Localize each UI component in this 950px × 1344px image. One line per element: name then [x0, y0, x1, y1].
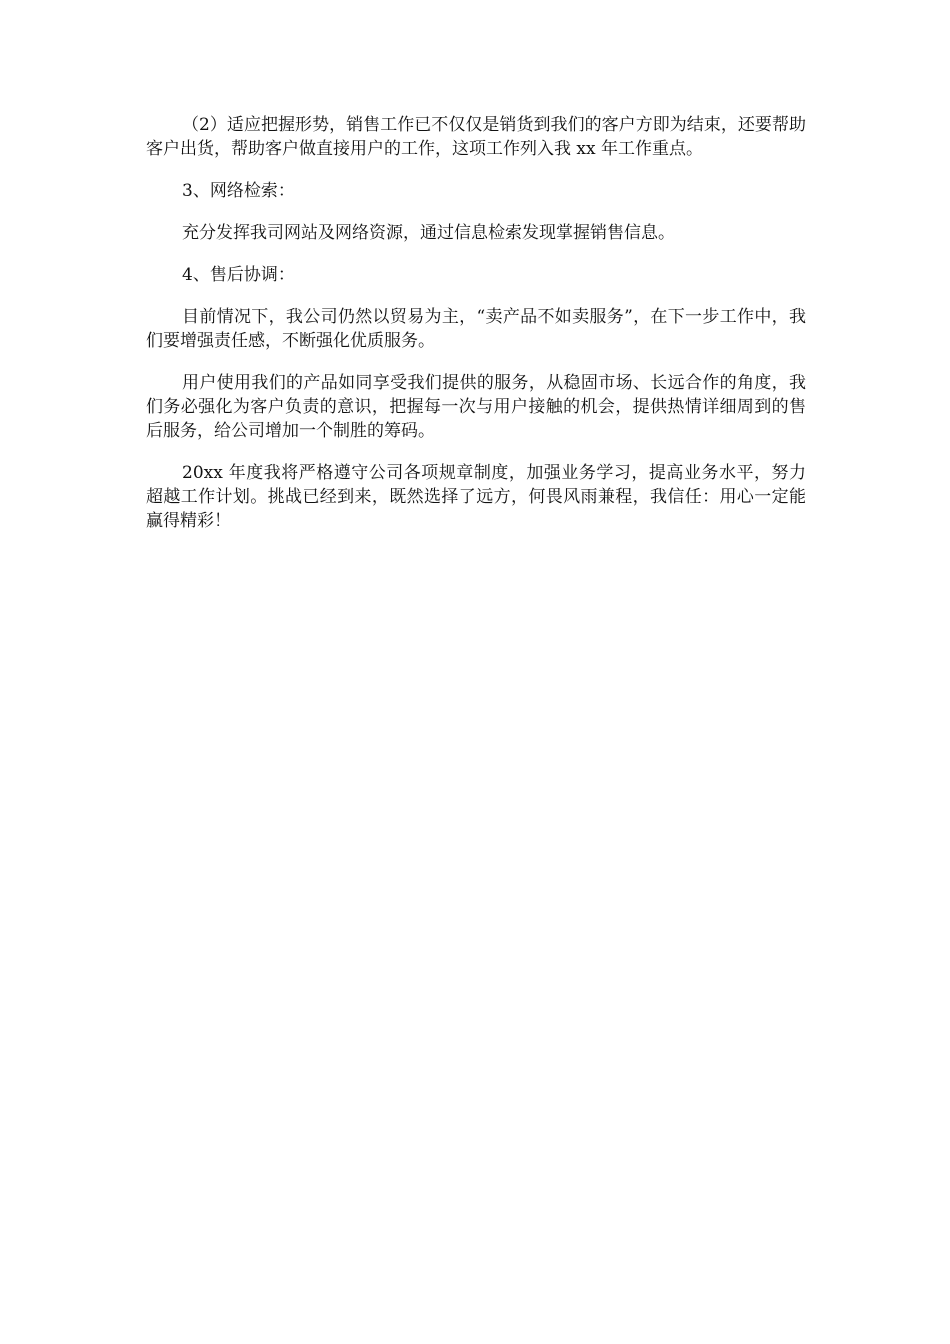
paragraph-after-sales-service: 用户使用我们的产品如同享受我们提供的服务，从稳固市场、长远合作的角度，我们务必强化为客户负责的意识，把握每一次与用户接触的机会，提供热情详细周到的售后服务，给公司增加一个制胜的筹码。 — [146, 373, 806, 441]
heading-network-search: 3、网络检索： — [182, 181, 295, 201]
document-body — [146, 113, 806, 551]
paragraph-after-sales-current: 目前情况下，我公司仍然以贸易为主，“卖产品不如卖服务”，在下一步工作中，我们要增强责任感，不断强化优质服务。 — [146, 307, 806, 351]
paragraph-network-search: 充分发挥我司网站及网络资源，通过信息检索发现掌握销售信息。 — [182, 223, 675, 243]
paragraph-sales-situation: （2）适应把握形势，销售工作已不仅仅是销货到我们的客户方即为结束，还要帮助客户出货，帮助客户做直接用户的工作，这项工作列入我 xx 年工作重点。 — [146, 115, 806, 159]
paragraph-annual-plan: 20xx 年度我将严格遵守公司各项规章制度，加强业务学习，提高业务水平，努力超越工作计划。挑战已经到来，既然选择了远方，何畏风雨兼程，我信任：用心一定能赢得精彩！ — [146, 463, 806, 531]
heading-after-sales: 4、售后协调： — [182, 265, 295, 285]
